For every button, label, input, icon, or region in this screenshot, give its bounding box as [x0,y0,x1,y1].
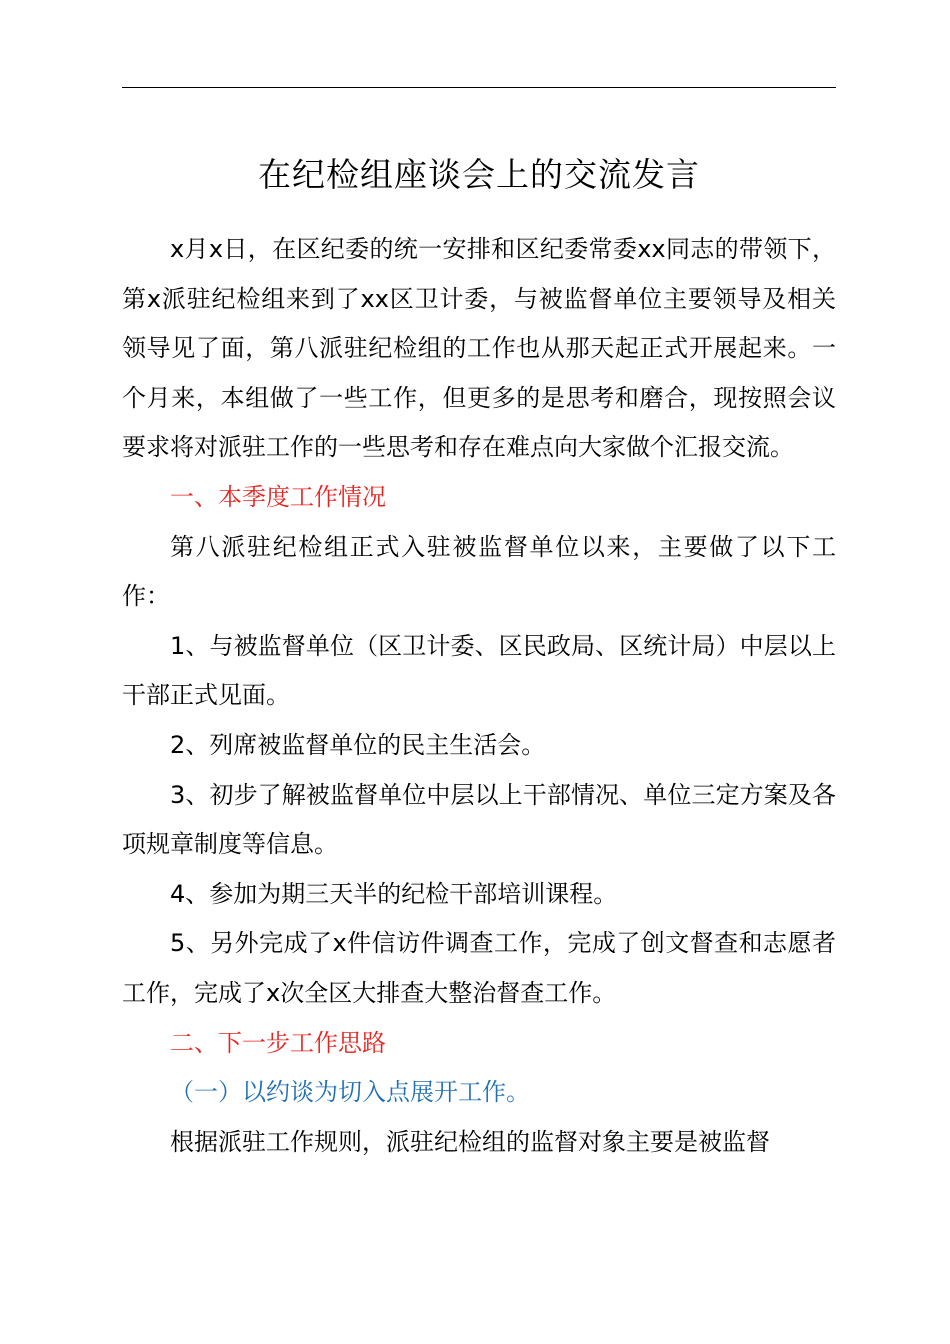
subsection-heading: （一）以约谈为切入点展开工作。 [170,1078,530,1107]
document-body [122,225,836,1167]
list-item: 1、与被监督单位（区卫计委、区民政局、区统计局）中层以上干部正式见面。 [122,631,836,710]
section-heading-1: 一、本季度工作情况 [170,482,386,511]
list-item: 3、初步了解被监督单位中层以上干部情况、单位三定方案及各项规章制度等信息。 [122,780,836,859]
list-item: 5、另外完成了x件信访件调查工作，完成了创文督查和志愿者工作，完成了x次全区大排查大整治督查工作。 [122,929,836,1007]
document-title: 在纪检组座谈会上的交流发言 [258,155,700,194]
header-rule [122,87,836,88]
list-item: 4、参加为期三天半的纪检干部培训课程。 [170,879,618,908]
paragraph-intro: x月x日，在区纪委的统一安排和区纪委常委xx同志的带领下，第x派驻纪检组来到了xx区卫计委，与被监督单位主要领导及相关领导见了面，第八派驻纪检组的工作也从那天起正式开展起来。一个月来，本组做了一些工作，但更多的是思考和磨合，现按照会议要求将对派驻工作的一些思考和存在难点向大家做个汇报交流。 [122,235,836,462]
paragraph-rules: 根据派驻工作规则，派驻纪检组的监督对象主要是被监督 [170,1127,770,1156]
section-heading-2: 二、下一步工作思路 [170,1028,386,1057]
list-item: 2、列席被监督单位的民主生活会。 [170,730,546,759]
paragraph-work-summary: 第八派驻纪检组正式入驻被监督单位以来，主要做了以下工作： [122,532,836,611]
